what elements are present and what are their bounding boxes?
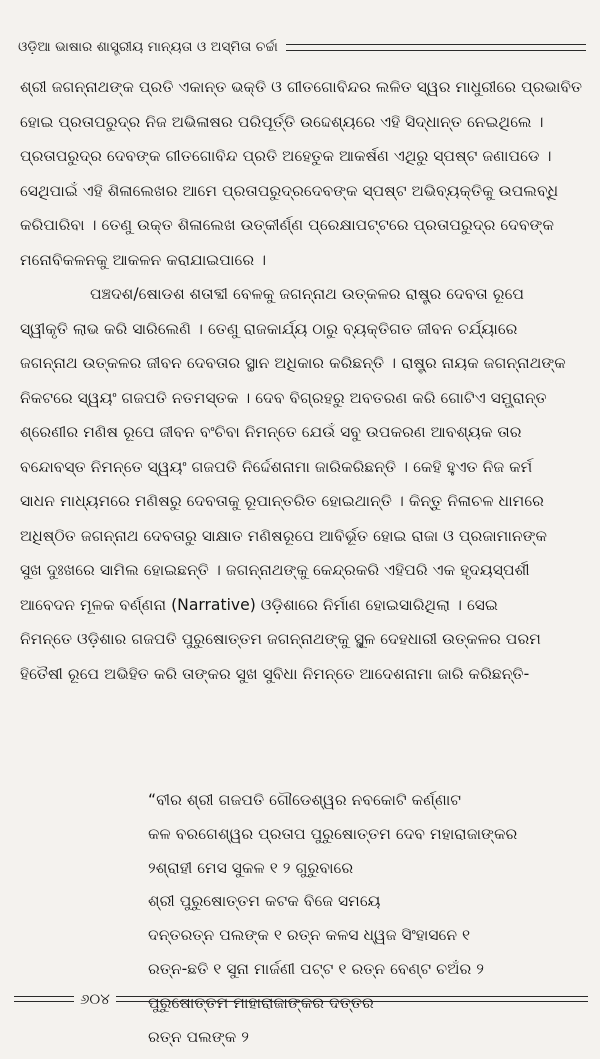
quote-line: ଦନ୍ତରତ୍ନ ପଲଙ୍କ ୧ ରତ୍ନ କଳସ ଧ୍ୱଜ ସିଂହାସନେ ୧ (148, 926, 471, 945)
paragraph-2-line: ନିକଟରେ ସ୍ୱୟଂ ଗଜପତି ନତମସ୍ତକ । ଦେବ ବିଗ୍ରହରୁ ଅବତରଣ କରି ଗୋଟିଏ ସମ୍ଭ୍ରାନ୍ତ (20, 388, 547, 407)
running-header (18, 36, 586, 58)
paragraph-2-line: ଅଧିଷ୍ଠିତ ଜଗନ୍ନାଥ ଦେବତାରୁ ସାକ୍ଷାତ ମଣିଷରୂପେ ଆବିର୍ଭୂତ ହୋଇ ରାଜା ଓ ପ୍ରଜାମାନଙ୍କ (20, 526, 548, 545)
paragraph-2-line: ନିମନ୍ତେ ଓଡ଼ିଶାର ଗଜପତି ପୁରୁଷୋତ୍ତମ ଜଗନ୍ନାଥଙ୍କୁ ସ୍ଥୂଳ ଦେହଧାରୀ ଉତ୍କଳର ପରମ (20, 630, 541, 648)
paragraph-2-line: ହିତୈଷୀ ରୂପେ ଅଭିହିତ କରି ତାଙ୍କର ସୁଖ ସୁବିଧା ନିମନ୍ତେ ଆଦେଶନାମା ଜାରି କରିଛନ୍ତି- (20, 664, 530, 683)
page-number: ୬୦୪ (80, 990, 110, 1008)
footer-left-rule (14, 996, 74, 1002)
paragraph-1-line: ହୋଇ ପ୍ରତାପରୁଦ୍ର ନିଜ ଅଭିଳାଷର ପରିପୂର୍ତ୍ତି ଉଦ୍ଦେଶ୍ୟରେ ଏହି ସିଦ୍ଧାନ୍ତ ନେଇଥିଲେ । (20, 112, 544, 131)
paragraph-2-line: ଶ୍ରେଣୀର ମଣିଷ ରୂପେ ଜୀବନ ବଂଚିବା ନିମନ୍ତେ ଯେଉଁ ସବୁ ଉପକରଣ ଆବଶ୍ୟକ ତାର (20, 423, 522, 441)
page-footer (14, 989, 588, 1009)
quote-line: କଳ ବରଗେଶ୍ୱର ପ୍ରତାପ ପୁରୁଷୋତ୍ତମ ଦେବ ମହାରାଜାଙ୍କର (148, 824, 518, 843)
paragraph-2-line: ସୁଖ ଦୁଃଖରେ ସାମିଲ ହୋଇଛନ୍ତି । ଜଗନ୍ନାଥଙ୍କୁ କେନ୍ଦ୍ରକରି ଏହିପରି ଏକ ହୃଦୟସ୍ପର୍ଶୀ (20, 561, 530, 579)
quote-line: ରତ୍ନ ପଲଙ୍କ ୨ (148, 1027, 250, 1046)
paragraph-1-line: ଶ୍ରୀ ଜଗନ୍ନାଥଙ୍କ ପ୍ରତି ଏକାନ୍ତ ଭକ୍ତି ଓ ଗୀତଗୋବିନ୍ଦର ଲଳିତ ସ୍ୱର ମାଧୁରୀରେ ପ୍ରଭାବିତ (20, 78, 583, 96)
paragraph-1-line: ସେଥିପାଇଁ ଏହି ଶିଳାଲେଖର ଆମେ ପ୍ରତାପରୁଦ୍ରଦେବଙ୍କ ସ୍ପଷ୍ଟ ଅଭିବ୍ୟକ୍ତିକୁ ଉପଲବ୍ଧି (20, 181, 559, 200)
quote-line: ୨ଶ୍ରାହୀ ମେସ ସୁକଳ ୧ ୨ ଗୁରୁବାରେ (148, 858, 354, 877)
running-header-title: ଓଡ଼ିଆ ଭାଷାର ଶାସ୍ତ୍ରୀୟ ମାନ୍ୟତା ଓ ଅସ୍ମିତା ଚର୍ଚ୍ଚା (18, 39, 278, 55)
paragraph-1-line: କରିପାରିବା । ତେଣୁ ଉକ୍ତ ଶିଳାଲେଖ ଉତ୍କୀର୍ଣ୍ଣ ପ୍ରେକ୍ଷାପଟ୍ଟରେ ପ୍ରତାପରୁଦ୍ର ଦେବଙ୍କ (20, 216, 554, 234)
header-double-rule (286, 44, 586, 51)
paragraph-2-line: ଜଗନ୍ନାଥ ଉତ୍କଳର ଜୀବନ ଦେବତାର ସ୍ଥାନ ଅଧିକାର କରିଛନ୍ତି । ରାଷ୍ଟ୍ର ନାୟକ ଜଗନ୍ନାଥଙ୍କ (20, 354, 566, 372)
paragraph-2-line: ସ୍ୱୀକୃତି ଲାଭ କରି ସାରିଲେଣି । ତେଣୁ ରାଜକାର୍ଯ୍ୟ ଠାରୁ ବ୍ୟକ୍ତିଗତ ଜୀବନ ଚର୍ଯ୍ୟାରେ (20, 319, 518, 338)
quote-line: “ବୀର ଶ୍ରୀ ଗଜପତି ଗୌଡେଶ୍ୱର ନବକୋଟି କର୍ଣ୍ଣାଟ (148, 791, 462, 809)
paragraph-2-line: ଆବେଦନ ମୂଳକ ବର୍ଣ୍ଣନା (Narrative) ଓଡ଼ିଶାରେ ନିର୍ମାଣ ହୋଇସାରିଥିଲା । ସେଇ (20, 595, 498, 614)
paragraph-1-line: ପ୍ରତାପରୁଦ୍ର ଦେବଙ୍କ ଗୀତଗୋବିନ୍ଦ ପ୍ରତି ଅହେତୁକ ଆକର୍ଷଣ ଏଥିରୁ ସ୍ପଷ୍ଟ ଜଣାପଡେ । (20, 147, 552, 165)
quote-line: ଶ୍ରୀ ପୁରୁଷୋତ୍ତମ କଟକ ବିଜେ ସମୟେ (148, 892, 381, 911)
inscription-quote (148, 784, 588, 1054)
paragraph-2-line: ସାଧନ ମାଧ୍ୟମରେ ମଣିଷରୁ ଦେବତାକୁ ରୂପାନ୍ତରିତ ହୋଇଥାନ୍ତି । କିନ୍ତୁ ନିଳାଚଳ ଧାମରେ (20, 492, 544, 510)
paragraph-1-line: ମନୋବିକଳନକୁ ଆକଳନ କରାଯାଇପାରେ । (20, 250, 267, 269)
paragraph-2-line: ବନ୍ଦୋବସ୍ତ ନିମନ୍ତେ ସ୍ୱୟଂ ଗଜପତି ନିର୍ଦ୍ଦେଶନାମା ଜାରିକରିଛନ୍ତି । କେହି ହୁଏତ ନିଜ କର୍ମ (20, 457, 533, 476)
quote-line: ପୁରୁଷୋତ୍ତମ ମାହାରାଜାଙ୍କର ଦତ୍ତର (148, 993, 374, 1012)
footer-right-rule (116, 996, 588, 1002)
body-text (20, 70, 596, 691)
paragraph-2-line: ପଞ୍ଚଦଶ/ଷୋଡଶ ଶତାବ୍ଦୀ ବେଳକୁ ଜଗନ୍ନାଥ ଉତ୍କଳର ରାଷ୍ଟ୍ର ଦେବତା ରୂପେ (90, 285, 525, 303)
quote-line: ରତ୍ନ-ଛତି ୧ ସୁନା ମାର୍ଜଣୀ ପଟ୍ଟ ୧ ରତ୍ନ ବେଣ୍ଟ ଚଅଁର ୨ (148, 959, 485, 978)
